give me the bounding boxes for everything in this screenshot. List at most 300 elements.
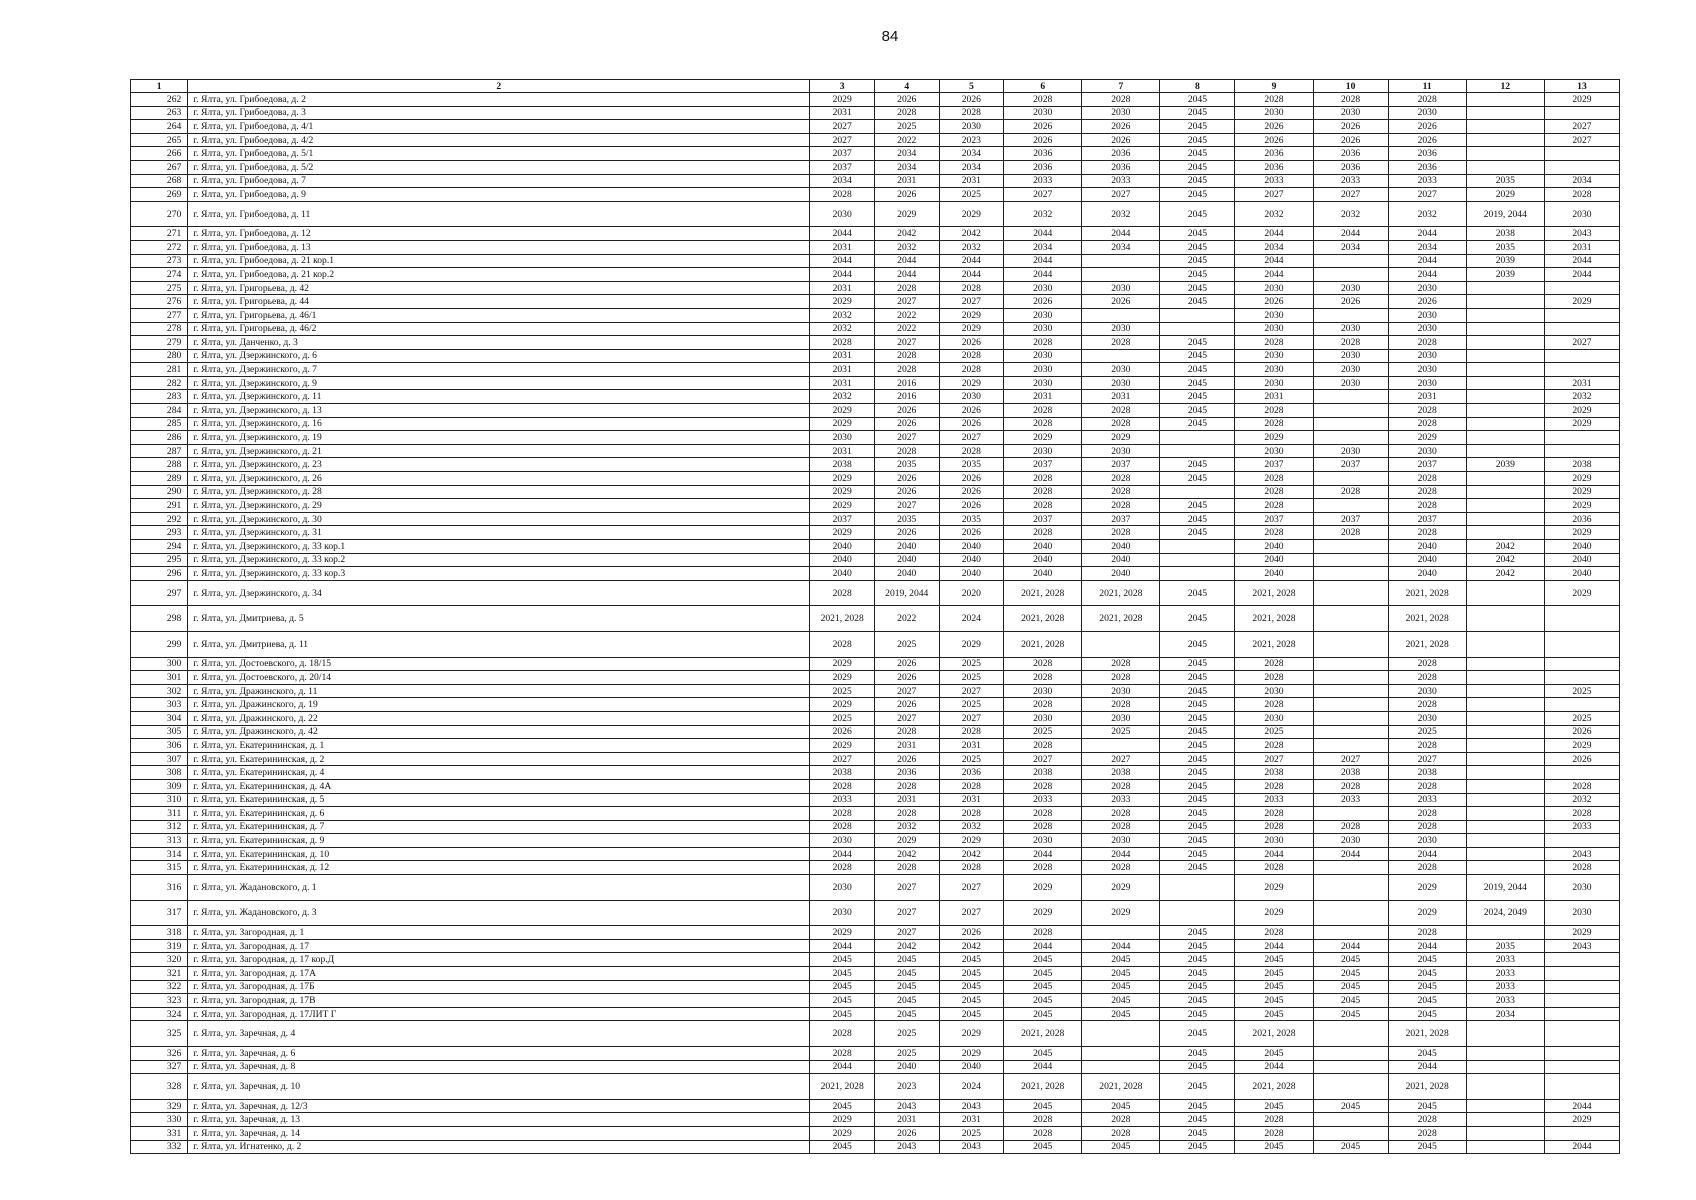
year-cell: 2026: [874, 188, 939, 202]
year-cell: [1466, 711, 1544, 725]
year-cell: 2045: [810, 1007, 875, 1021]
year-cell: 2031: [810, 363, 875, 377]
year-cell: 2045: [874, 980, 939, 994]
year-cell: 2044: [1544, 268, 1619, 282]
year-cell: 2030: [1235, 444, 1313, 458]
year-cell: 2044: [1235, 939, 1313, 953]
row-number-cell: 317: [131, 900, 188, 926]
year-cell: [1544, 1007, 1619, 1021]
year-cell: [1313, 540, 1388, 554]
year-cell: [1313, 308, 1388, 322]
year-cell: 2028: [1235, 671, 1313, 685]
year-cell: 2029: [810, 485, 875, 499]
year-cell: 2037: [1235, 458, 1313, 472]
year-cell: 2044: [1544, 1099, 1619, 1113]
year-cell: 2029: [810, 671, 875, 685]
table-row: [131, 567, 1620, 581]
year-cell: 2030: [1313, 349, 1388, 363]
year-cell: 2026: [939, 336, 1004, 350]
table-row: [131, 1126, 1620, 1140]
table-row: [131, 793, 1620, 807]
table-row: [131, 240, 1620, 254]
year-cell: 2027: [939, 900, 1004, 926]
year-cell: 2040: [939, 540, 1004, 554]
year-cell: [1082, 631, 1160, 657]
year-cell: 2045: [1160, 1047, 1235, 1061]
year-cell: [1160, 322, 1235, 336]
year-cell: 2030: [1235, 711, 1313, 725]
year-cell: [1466, 390, 1544, 404]
year-cell: 2030: [1004, 322, 1082, 336]
year-cell: 2026: [1235, 133, 1313, 147]
row-number-cell: 322: [131, 980, 188, 994]
year-cell: 2021, 2028: [1082, 1074, 1160, 1100]
year-cell: 2040: [874, 567, 939, 581]
year-cell: 2032: [1313, 201, 1388, 227]
table-row: [131, 875, 1620, 901]
year-cell: 2045: [1160, 417, 1235, 431]
year-cell: 2028: [1082, 404, 1160, 418]
year-cell: [1544, 606, 1619, 632]
year-cell: 2045: [939, 953, 1004, 967]
column-header: 10: [1313, 80, 1388, 93]
year-cell: 2029: [939, 631, 1004, 657]
table-row: [131, 847, 1620, 861]
year-cell: 2029: [1082, 875, 1160, 901]
year-cell: [1466, 512, 1544, 526]
year-cell: 2032: [1235, 201, 1313, 227]
year-cell: [1544, 431, 1619, 445]
table-row: [131, 133, 1620, 147]
year-cell: 2029: [810, 657, 875, 671]
table-row: [131, 725, 1620, 739]
row-number-cell: 271: [131, 227, 188, 241]
year-cell: 2024: [939, 1074, 1004, 1100]
year-cell: 2045: [810, 980, 875, 994]
address-cell: г. Ялта, ул. Екатерининская, д. 1: [188, 739, 810, 753]
year-cell: 2029: [1004, 875, 1082, 901]
year-cell: [1082, 1060, 1160, 1074]
year-cell: 2028: [1235, 1126, 1313, 1140]
row-number-cell: 330: [131, 1113, 188, 1127]
year-cell: 2028: [1004, 820, 1082, 834]
year-cell: 2031: [1082, 390, 1160, 404]
year-cell: [1160, 308, 1235, 322]
year-cell: 2038: [810, 458, 875, 472]
address-cell: г. Ялта, ул. Екатерининская, д. 9: [188, 834, 810, 848]
year-cell: 2031: [1004, 390, 1082, 404]
year-cell: 2044: [1388, 268, 1466, 282]
year-cell: 2019, 2044: [1466, 875, 1544, 901]
year-cell: 2045: [1388, 1099, 1466, 1113]
year-cell: 2045: [1160, 526, 1235, 540]
year-cell: [1313, 1113, 1388, 1127]
column-header: 9: [1235, 80, 1313, 93]
year-cell: 2028: [1235, 698, 1313, 712]
year-cell: 2026: [1004, 133, 1082, 147]
year-cell: 2045: [939, 980, 1004, 994]
year-cell: 2045: [1004, 1140, 1082, 1154]
year-cell: 2037: [810, 147, 875, 161]
year-cell: [1544, 834, 1619, 848]
year-cell: 2026: [1313, 133, 1388, 147]
year-cell: 2029: [1004, 431, 1082, 445]
table-row: [131, 684, 1620, 698]
table-row: [131, 499, 1620, 513]
year-cell: 2026: [1388, 120, 1466, 134]
year-cell: 2037: [1313, 512, 1388, 526]
year-cell: 2045: [1160, 1060, 1235, 1074]
address-cell: г. Ялта, ул. Дзержинского, д. 28: [188, 485, 810, 499]
year-cell: [1466, 606, 1544, 632]
year-cell: 2029: [1544, 926, 1619, 940]
address-cell: г. Ялта, ул. Дзержинского, д. 30: [188, 512, 810, 526]
year-cell: 2040: [1235, 540, 1313, 554]
year-cell: [1466, 1021, 1544, 1047]
year-cell: 2043: [874, 1140, 939, 1154]
table-row: [131, 268, 1620, 282]
year-cell: 2030: [1082, 834, 1160, 848]
year-cell: 2045: [939, 994, 1004, 1008]
year-cell: 2031: [1544, 240, 1619, 254]
year-cell: 2026: [939, 499, 1004, 513]
address-cell: г. Ялта, ул. Грибоедова, д. 21 кор.1: [188, 254, 810, 268]
year-cell: 2044: [810, 847, 875, 861]
table-row: [131, 120, 1620, 134]
year-cell: 2035: [874, 458, 939, 472]
year-cell: [1466, 120, 1544, 134]
row-number-cell: 275: [131, 281, 188, 295]
year-cell: [1313, 1021, 1388, 1047]
year-cell: 2027: [939, 875, 1004, 901]
year-cell: 2045: [810, 1099, 875, 1113]
year-cell: 2033: [1235, 174, 1313, 188]
year-cell: 2032: [1082, 201, 1160, 227]
address-cell: г. Ялта, ул. Дзержинского, д. 6: [188, 349, 810, 363]
row-number-cell: 296: [131, 567, 188, 581]
year-cell: 2021, 2028: [1235, 580, 1313, 606]
address-cell: г. Ялта, ул. Грибоедова, д. 3: [188, 106, 810, 120]
year-cell: 2028: [1004, 485, 1082, 499]
year-cell: [1544, 766, 1619, 780]
year-cell: 2021, 2028: [1235, 1021, 1313, 1047]
year-cell: 2042: [939, 227, 1004, 241]
year-cell: [1466, 133, 1544, 147]
year-cell: 2044: [1004, 939, 1082, 953]
year-cell: 2028: [874, 349, 939, 363]
year-cell: 2027: [939, 711, 1004, 725]
row-number-cell: 308: [131, 766, 188, 780]
year-cell: 2044: [939, 268, 1004, 282]
year-cell: 2043: [874, 1099, 939, 1113]
year-cell: 2036: [1544, 512, 1619, 526]
year-cell: 2040: [874, 540, 939, 554]
year-cell: 2045: [1160, 363, 1235, 377]
row-number-cell: 265: [131, 133, 188, 147]
year-cell: 2037: [1004, 458, 1082, 472]
year-cell: 2044: [810, 268, 875, 282]
table-row: [131, 322, 1620, 336]
year-cell: 2030: [1004, 834, 1082, 848]
year-cell: 2030: [1235, 106, 1313, 120]
table-body: [131, 80, 1620, 1154]
address-cell: г. Ялта, ул. Григорьева, д. 42: [188, 281, 810, 295]
year-cell: 2028: [874, 363, 939, 377]
address-cell: г. Ялта, ул. Дзержинского, д. 26: [188, 472, 810, 486]
year-cell: 2045: [1160, 657, 1235, 671]
year-cell: [1313, 875, 1388, 901]
year-cell: 2028: [1544, 861, 1619, 875]
year-cell: 2033: [1544, 820, 1619, 834]
year-cell: [1466, 820, 1544, 834]
year-cell: 2028: [1235, 926, 1313, 940]
column-header: 7: [1082, 80, 1160, 93]
table-row: [131, 739, 1620, 753]
year-cell: 2040: [810, 567, 875, 581]
year-cell: 2040: [874, 553, 939, 567]
year-cell: 2044: [1004, 1060, 1082, 1074]
year-cell: [1466, 684, 1544, 698]
year-cell: 2026: [874, 1126, 939, 1140]
year-cell: 2028: [1004, 926, 1082, 940]
year-cell: 2029: [810, 404, 875, 418]
year-cell: [1466, 295, 1544, 309]
year-cell: 2028: [1388, 417, 1466, 431]
year-cell: 2026: [1235, 295, 1313, 309]
year-cell: 2025: [1544, 684, 1619, 698]
year-cell: 2022: [874, 322, 939, 336]
year-cell: 2026: [810, 725, 875, 739]
year-cell: 2028: [1388, 404, 1466, 418]
year-cell: 2028: [1004, 93, 1082, 107]
year-cell: 2028: [1082, 417, 1160, 431]
address-cell: г. Ялта, ул. Екатерининская, д. 5: [188, 793, 810, 807]
year-cell: [1466, 1099, 1544, 1113]
address-cell: г. Ялта, ул. Екатерининская, д. 10: [188, 847, 810, 861]
address-cell: г. Ялта, ул. Дзержинского, д. 29: [188, 499, 810, 513]
year-cell: 2030: [1313, 834, 1388, 848]
year-cell: 2027: [874, 711, 939, 725]
address-cell: г. Ялта, ул. Екатерининская, д. 4А: [188, 779, 810, 793]
address-cell: г. Ялта, ул. Заречная, д. 10: [188, 1074, 810, 1100]
row-number-cell: 292: [131, 512, 188, 526]
year-cell: 2022: [874, 133, 939, 147]
year-cell: 2028: [874, 106, 939, 120]
year-cell: 2026: [1544, 752, 1619, 766]
year-cell: 2040: [810, 540, 875, 554]
year-cell: 2045: [1313, 980, 1388, 994]
year-cell: [1313, 725, 1388, 739]
year-cell: 2045: [1004, 1099, 1082, 1113]
year-cell: 2028: [1004, 526, 1082, 540]
row-number-cell: 278: [131, 322, 188, 336]
year-cell: 2042: [939, 939, 1004, 953]
address-cell: г. Ялта, ул. Екатерининская, д. 12: [188, 861, 810, 875]
year-cell: 2035: [1466, 240, 1544, 254]
year-cell: [1544, 671, 1619, 685]
year-cell: 2045: [1160, 268, 1235, 282]
year-cell: 2038: [1082, 766, 1160, 780]
year-cell: 2045: [1160, 1126, 1235, 1140]
year-cell: [1466, 336, 1544, 350]
year-cell: 2045: [1235, 1007, 1313, 1021]
year-cell: [1313, 472, 1388, 486]
address-cell: г. Ялта, ул. Достоевского, д. 18/15: [188, 657, 810, 671]
year-cell: 2045: [1160, 174, 1235, 188]
year-cell: 2045: [1160, 684, 1235, 698]
table-row: [131, 657, 1620, 671]
year-cell: 2044: [1235, 1060, 1313, 1074]
table-row: [131, 926, 1620, 940]
year-cell: 2030: [1388, 444, 1466, 458]
address-cell: г. Ялта, ул. Дзержинского, д. 33 кор.2: [188, 553, 810, 567]
year-cell: 2029: [810, 1126, 875, 1140]
year-cell: [1082, 268, 1160, 282]
year-cell: 2029: [939, 376, 1004, 390]
year-cell: 2029: [810, 472, 875, 486]
year-cell: 2028: [1388, 739, 1466, 753]
year-cell: 2028: [939, 725, 1004, 739]
table-row: [131, 1021, 1620, 1047]
year-cell: 2045: [1160, 240, 1235, 254]
year-cell: [1466, 631, 1544, 657]
year-cell: [1313, 671, 1388, 685]
row-number-cell: 266: [131, 147, 188, 161]
year-cell: 2027: [874, 684, 939, 698]
address-cell: г. Ялта, ул. Заречная, д. 8: [188, 1060, 810, 1074]
address-cell: г. Ялта, ул. Грибоедова, д. 13: [188, 240, 810, 254]
year-cell: [1466, 472, 1544, 486]
year-cell: [1466, 834, 1544, 848]
year-cell: [1160, 485, 1235, 499]
year-cell: 2045: [1388, 1047, 1466, 1061]
year-cell: [1466, 698, 1544, 712]
year-cell: 2037: [1082, 458, 1160, 472]
year-cell: 2021, 2028: [1235, 631, 1313, 657]
year-cell: 2021, 2028: [1388, 1021, 1466, 1047]
year-cell: 2028: [1082, 671, 1160, 685]
row-number-cell: 277: [131, 308, 188, 322]
year-cell: 2033: [810, 793, 875, 807]
year-cell: 2045: [939, 967, 1004, 981]
year-cell: 2025: [1004, 725, 1082, 739]
year-cell: 2028: [1388, 820, 1466, 834]
year-cell: [1313, 431, 1388, 445]
year-cell: 2029: [1544, 404, 1619, 418]
row-number-cell: 263: [131, 106, 188, 120]
year-cell: 2045: [1313, 967, 1388, 981]
year-cell: 2044: [1004, 268, 1082, 282]
year-cell: 2037: [1388, 458, 1466, 472]
year-cell: 2026: [939, 417, 1004, 431]
column-header: 13: [1544, 80, 1619, 93]
year-cell: 2026: [874, 671, 939, 685]
year-cell: 2026: [939, 526, 1004, 540]
year-cell: 2029: [1544, 472, 1619, 486]
year-cell: 2045: [1160, 349, 1235, 363]
table-row: [131, 308, 1620, 322]
year-cell: 2029: [1544, 580, 1619, 606]
year-cell: [1082, 926, 1160, 940]
row-number-cell: 307: [131, 752, 188, 766]
year-cell: 2030: [1313, 376, 1388, 390]
year-cell: 2029: [1544, 295, 1619, 309]
year-cell: 2027: [1313, 752, 1388, 766]
year-cell: 2031: [810, 349, 875, 363]
year-cell: 2045: [1160, 390, 1235, 404]
year-cell: 2030: [1004, 444, 1082, 458]
year-cell: [1160, 900, 1235, 926]
year-cell: 2028: [1235, 739, 1313, 753]
year-cell: 2028: [1544, 779, 1619, 793]
row-number-cell: 311: [131, 807, 188, 821]
year-cell: 2026: [874, 657, 939, 671]
year-cell: [1313, 1060, 1388, 1074]
year-cell: [1313, 711, 1388, 725]
year-cell: [1544, 1021, 1619, 1047]
year-cell: 2044: [810, 939, 875, 953]
year-cell: 2045: [1004, 994, 1082, 1008]
row-number-cell: 319: [131, 939, 188, 953]
year-cell: 2036: [1082, 147, 1160, 161]
year-cell: 2044: [874, 254, 939, 268]
table-row: [131, 160, 1620, 174]
year-cell: 2040: [1004, 567, 1082, 581]
table-row: [131, 766, 1620, 780]
row-number-cell: 291: [131, 499, 188, 513]
year-cell: 2028: [810, 1047, 875, 1061]
year-cell: [1466, 766, 1544, 780]
year-cell: 2044: [1235, 227, 1313, 241]
year-cell: 2036: [1235, 147, 1313, 161]
year-cell: 2028: [1082, 526, 1160, 540]
row-number-cell: 297: [131, 580, 188, 606]
year-cell: 2030: [1004, 349, 1082, 363]
year-cell: 2028: [1004, 807, 1082, 821]
year-cell: 2021, 2028: [1004, 1074, 1082, 1100]
year-cell: [1466, 444, 1544, 458]
table-row: [131, 188, 1620, 202]
year-cell: [1313, 926, 1388, 940]
address-cell: г. Ялта, ул. Загородная, д. 17ЛИТ Г: [188, 1007, 810, 1021]
year-cell: [1313, 861, 1388, 875]
row-number-cell: 301: [131, 671, 188, 685]
table-row: [131, 900, 1620, 926]
year-cell: 2026: [939, 472, 1004, 486]
year-cell: 2045: [1235, 953, 1313, 967]
year-cell: 2030: [1235, 834, 1313, 848]
row-number-cell: 306: [131, 739, 188, 753]
year-cell: 2030: [810, 431, 875, 445]
table-row: [131, 512, 1620, 526]
year-cell: 2034: [1313, 240, 1388, 254]
row-number-cell: 302: [131, 684, 188, 698]
year-cell: 2030: [1388, 711, 1466, 725]
year-cell: 2029: [939, 834, 1004, 848]
year-cell: 2026: [939, 926, 1004, 940]
year-cell: 2026: [1388, 295, 1466, 309]
year-cell: 2044: [810, 227, 875, 241]
year-cell: 2028: [1004, 739, 1082, 753]
year-cell: 2028: [874, 861, 939, 875]
row-number-cell: 282: [131, 376, 188, 390]
year-cell: [1466, 671, 1544, 685]
year-cell: 2029: [874, 201, 939, 227]
year-cell: [1313, 657, 1388, 671]
year-cell: 2026: [1082, 120, 1160, 134]
year-cell: 2042: [1466, 540, 1544, 554]
year-cell: 2040: [1388, 567, 1466, 581]
